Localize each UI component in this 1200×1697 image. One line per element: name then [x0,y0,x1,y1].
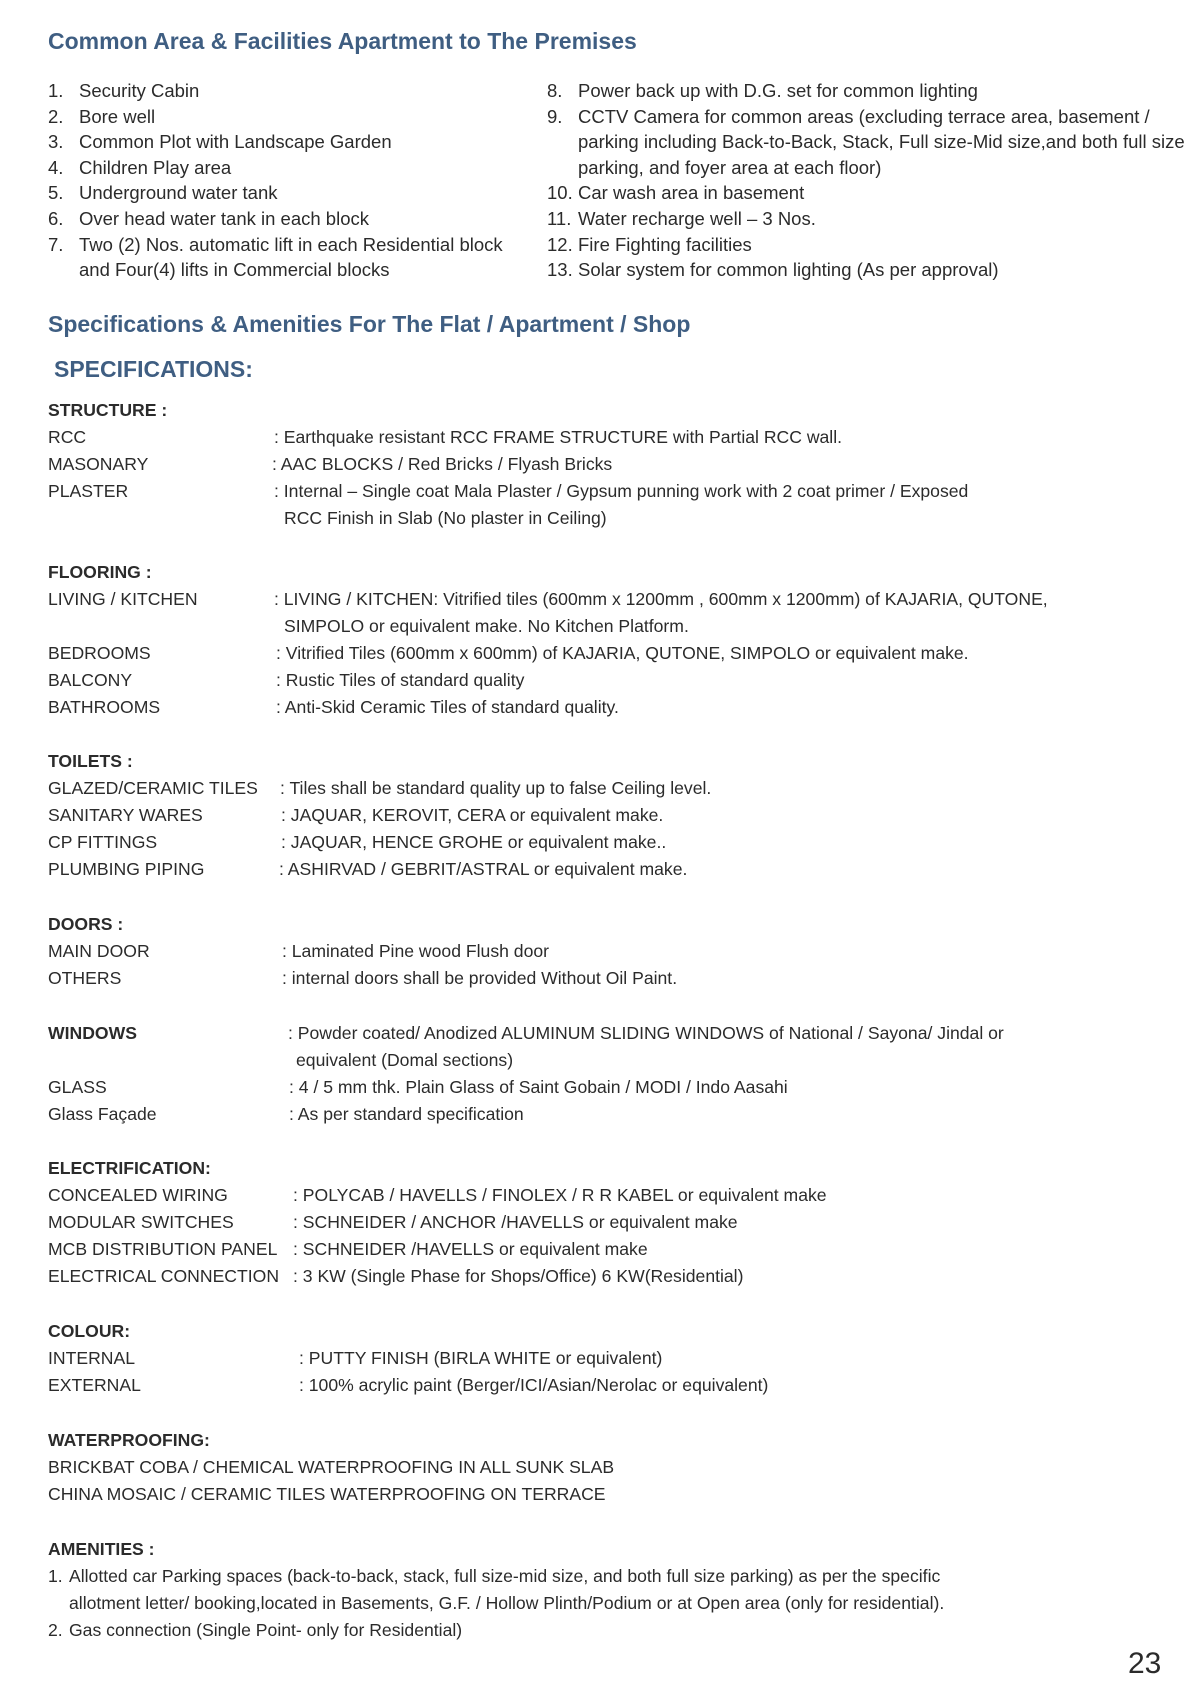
spec-label: CP FITTINGS [48,832,158,852]
spec-row [48,1101,1168,1128]
section-title: STRUCTURE : [48,400,168,420]
spec-row [48,640,1168,667]
spec-value: : PUTTY FINISH (BIRLA WHITE or equivalent) [299,1348,663,1368]
specifications-subheading: SPECIFICATIONS: [54,356,253,382]
amenities-section [48,1536,1168,1644]
spec-value: : 4 / 5 mm thk. Plain Glass of Saint Gobain / MODI / Indo Aasahi [289,1077,788,1097]
spec-row [48,694,1168,721]
spec-label: ELECTRICAL CONNECTION [48,1266,280,1286]
spec-row [48,1074,1168,1101]
flooring-section [48,559,1168,721]
spec-label: SANITARY WARES [48,805,203,825]
common-area-heading: Common Area & Facilities Apartment to The Premises [48,28,637,54]
section-title: WATERPROOFING: [48,1430,210,1450]
list-item: 10. Car wash area in basement [547,182,805,204]
spec-value: : JAQUAR, KEROVIT, CERA or equivalent make. [281,805,664,825]
spec-row [48,965,1168,992]
spec-label: GLASS [48,1077,107,1097]
spec-label: MODULAR SWITCHES [48,1212,234,1232]
spec-row [48,829,1168,856]
windows-section [48,1020,1168,1128]
section-title: AMENITIES : [48,1539,155,1559]
section-title: ELECTRIFICATION: [48,1158,211,1178]
section-title: COLOUR: [48,1321,131,1341]
spec-label: MASONARY [48,454,149,474]
spec-label: BATHROOMS [48,697,161,717]
spec-value: : SCHNEIDER /HAVELLS or equivalent make [293,1239,648,1259]
spec-row [48,1182,1168,1209]
spec-row [48,1236,1168,1263]
spec-label: BEDROOMS [48,643,151,663]
spec-value: : internal doors shall be provided Without Oil Paint. [282,968,678,988]
spec-value: : POLYCAB / HAVELLS / FINOLEX / R R KABEL or equivalent make [293,1185,827,1205]
list-item: 7. Two (2) Nos. automatic lift in each Residential block and Four(4) lifts in Commercial blocks [48,233,503,281]
spec-value: : Laminated Pine wood Flush door [282,941,549,961]
section-title: FLOORING : [48,562,152,582]
spec-row [48,802,1168,829]
spec-label: PLUMBING PIPING [48,859,205,879]
spec-value: : Earthquake resistant RCC FRAME STRUCTURE with Partial RCC wall. [274,427,843,447]
spec-label: INTERNAL [48,1348,136,1368]
spec-label: PLASTER [48,481,129,501]
spec-value: : 100% acrylic paint (Berger/ICI/Asian/Nerolac or equivalent) [299,1375,769,1395]
spec-value: : LIVING / KITCHEN: Vitrified tiles (600mm x 1200mm , 600mm x 1200mm) of KAJARIA, QUTONE, SIMPOLO or equivalent make. No Kitchen Platform. [274,589,1048,636]
spec-row [48,1372,1168,1399]
waterproofing-line: BRICKBAT COBA / CHEMICAL WATERPROOFING IN ALL SUNK SLAB [48,1457,615,1477]
list-item: 1. Allotted car Parking spaces (back-to-back, stack, full size-mid size, and both full size parking) as per the specific allotment letter/ booking,located in Basements, G.F. / Hollow Plinth/Podium or at Open area (only for residential). [48,1566,945,1613]
common-facilities-list-left [48,78,568,283]
spec-row [48,1020,1168,1074]
spec-row [48,478,1168,532]
spec-label: MAIN DOOR [48,941,150,961]
spec-value: : JAQUAR, HENCE GROHE or equivalent make.. [281,832,667,852]
electrification-section [48,1155,1168,1290]
spec-label: GLAZED/CERAMIC TILES [48,778,258,798]
spec-row [48,1263,1168,1290]
spec-row [48,667,1168,694]
spec-row [48,451,1168,478]
spec-label: OTHERS [48,968,122,988]
spec-row [48,424,1168,451]
spec-label: CONCEALED WIRING [48,1185,228,1205]
waterproofing-line: CHINA MOSAIC / CERAMIC TILES WATERPROOFING ON TERRACE [48,1484,606,1504]
spec-label: Glass Façade [48,1104,157,1124]
list-item: 13. Solar system for common lighting (As per approval) [547,259,999,281]
spec-value: : SCHNEIDER / ANCHOR /HAVELLS or equivalent make [293,1212,738,1232]
list-item: 12. Fire Fighting facilities [547,233,752,255]
list-item: 8. Power back up with D.G. set for common lighting [547,80,978,101]
section-title: DOORS : [48,914,124,934]
toilets-section [48,748,1168,883]
structure-section [48,397,1168,532]
specifications-heading: Specifications & Amenities For The Flat / Apartment / Shop [48,311,691,337]
waterproofing-section [48,1427,1168,1508]
common-facilities-list-right [547,78,1185,283]
spec-label: EXTERNAL [48,1375,141,1395]
spec-label: LIVING / KITCHEN [48,589,198,609]
spec-row [48,775,1168,802]
list-item: 2. Bore well [48,105,156,127]
spec-row [48,1209,1168,1236]
spec-value: : Vitrified Tiles (600mm x 600mm) of KAJARIA, QUTONE, SIMPOLO or equivalent make. [276,643,969,663]
spec-value: : Tiles shall be standard quality up to false Ceiling level. [280,778,712,798]
colour-section [48,1318,1168,1399]
spec-value: : Powder coated/ Anodized ALUMINUM SLIDING WINDOWS of National / Sayona/ Jindal or equivalent (Domal sections) [288,1023,1004,1070]
list-item: 1. Security Cabin [48,80,200,101]
page-number: 23 [1128,1647,1162,1680]
spec-label: BALCONY [48,670,133,690]
spec-label: WINDOWS [48,1023,137,1043]
spec-row [48,856,1168,883]
list-item: 6. Over head water tank in each block [48,207,369,229]
list-item: 3. Common Plot with Landscape Garden [48,131,392,153]
spec-value: : ASHIRVAD / GEBRIT/ASTRAL or equivalent make. [279,859,688,879]
list-item: 4. Children Play area [48,156,232,178]
spec-row [48,938,1168,965]
spec-value: : As per standard specification [289,1104,524,1124]
amenities-list [48,1563,1168,1644]
list-item: 2. Gas connection (Single Point- only for Residential) [48,1620,463,1640]
section-title: TOILETS : [48,751,133,771]
spec-value: : 3 KW (Single Phase for Shops/Office) 6 KW(Residential) [293,1266,744,1286]
spec-row [48,1345,1168,1372]
list-item: 5. Underground water tank [48,182,278,204]
doors-section [48,911,1168,992]
list-item: 11. Water recharge well – 3 Nos. [547,207,816,229]
spec-label: RCC [48,427,87,447]
list-item: 9. CCTV Camera for common areas (excluding terrace area, basement / parking including Back-to-Back, Stack, Full size-Mid size,and both full size parking, and foyer area at each floor) [547,105,1185,178]
spec-value: : Internal – Single coat Mala Plaster / Gypsum punning work with 2 coat primer / Exposed RCC Finish in Slab (No plaster in Ceiling) [274,481,969,528]
spec-label: MCB DISTRIBUTION PANEL [48,1239,278,1259]
spec-value: : Anti-Skid Ceramic Tiles of standard quality. [276,697,619,717]
spec-value: : Rustic Tiles of standard quality [276,670,525,690]
spec-value: : AAC BLOCKS / Red Bricks / Flyash Bricks [272,454,613,474]
spec-row [48,586,1168,640]
